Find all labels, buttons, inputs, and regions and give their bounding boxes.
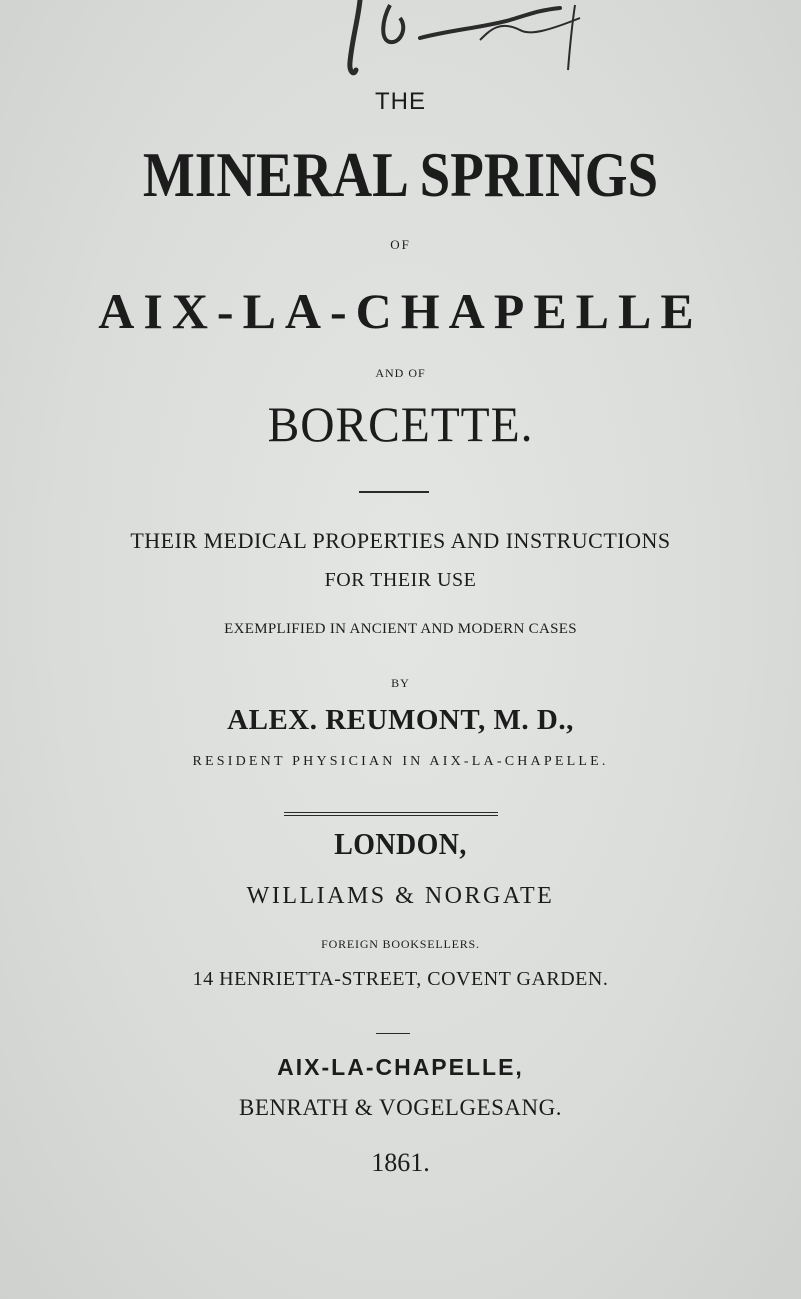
author-name: ALEX. REUMONT, M. D., [227, 704, 574, 736]
subtitle: THEIR MEDICAL PROPERTIES AND INSTRUCTIONS [130, 528, 671, 553]
by-line: BY [391, 676, 410, 690]
subtitle-continued: FOR THEIR USE [324, 569, 477, 591]
publisher-address: 14 HENRIETTA-STREET, COVENT GARDEN. [192, 968, 609, 990]
printer-name: BENRATH & VOGELGESANG. [239, 1095, 562, 1120]
publisher-name: WILLIAMS & NORGATE [246, 883, 555, 909]
divider-rule [359, 491, 429, 493]
publisher-role: FOREIGN BOOKSELLERS. [321, 937, 480, 951]
title-connector-and-of: AND OF [375, 366, 426, 380]
exemplified-line: EXEMPLIFIED IN ANCIENT AND MODERN CASES [224, 621, 577, 637]
publication-year: 1861. [371, 1148, 430, 1177]
publication-city-secondary: AIX-LA-CHAPELLE, [277, 1054, 524, 1080]
book-title: MINERAL SPRINGS [142, 139, 659, 210]
double-rule-top [284, 812, 498, 813]
handwritten-signature [320, 0, 620, 90]
author-role: RESIDENT PHYSICIAN IN AIX-LA-CHAPELLE. [192, 754, 609, 769]
place-name-secondary: BORCETTE. [267, 396, 534, 452]
title-prefix: THE [375, 88, 426, 115]
title-connector-of: OF [390, 237, 411, 252]
short-divider-rule [376, 1033, 410, 1034]
double-rule-bottom [284, 815, 498, 816]
publication-city: LONDON, [334, 826, 467, 861]
place-name: AIX-LA-CHAPELLE [98, 283, 703, 339]
